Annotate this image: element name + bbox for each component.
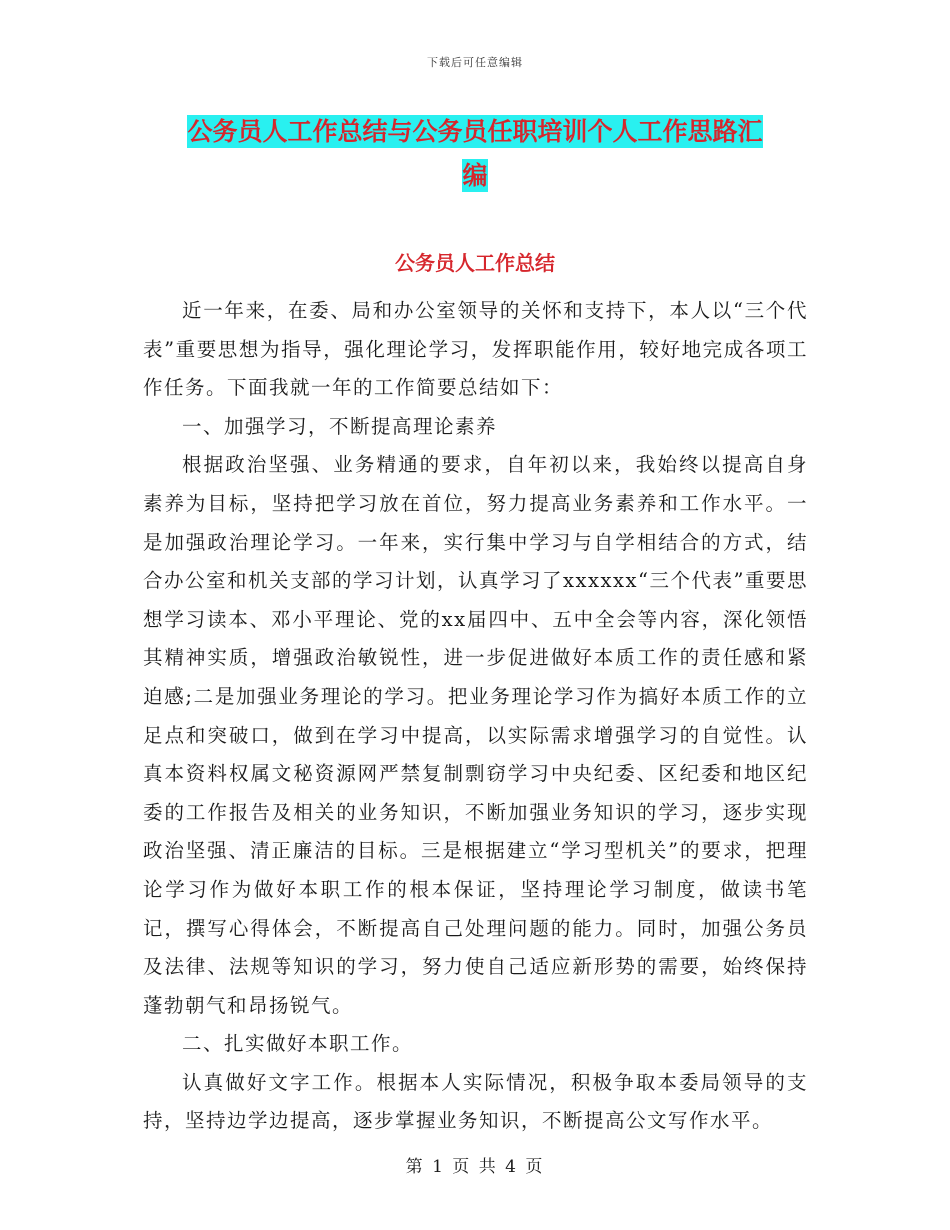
document-title-line1: 公务员人工作总结与公务员任职培训个人工作思路汇	[187, 117, 763, 146]
paragraph-intro: 近一年来，在委、局和办公室领导的关怀和支持下，本人以“三个代表”重要思想为指导，强化理论学习，发挥职能作用，较好地完成各项工作任务。下面我就一年的工作简要总结如下：	[143, 299, 808, 400]
page-number-footer: 第 1 页 共 4 页	[405, 1157, 545, 1177]
section-title: 公务员人工作总结	[395, 251, 555, 275]
document-title-line2: 编	[462, 161, 488, 190]
document-body	[143, 292, 808, 1141]
paragraph-heading-1: 一、加强学习，不断提高理论素养	[182, 414, 498, 438]
page-header-note: 下载后可任意编辑	[427, 56, 523, 69]
document-title	[145, 110, 805, 198]
paragraph-study: 根据政治坚强、业务精通的要求，自年初以来，我始终以提高自身素养为目标，坚持把学习放在首位，努力提高业务素养和工作水平。一是加强政治理论学习。一年来，实行集中学习与自学相结合的方式，结合办公室和机关支部的学习计划，认真学习了xxxxxx“三个代表”重要思想学习读本、邓小平理论、党的xx届四中、五中全会等内容，深化领悟其精神实质，增强政治敏锐性，进一步促进做好本质工作的责任感和紧迫感;二是加强业务理论的学习。把业务理论学习作为搞好本质工作的立足点和突破口，做到在学习中提高，以实际需求增强学习的自觉性。认真本资料权属文秘资源网严禁复制剽窃学习中央纪委、区纪委和地区纪委的工作报告及相关的业务知识，不断加强业务知识的学习，逐步实现政治坚强、清正廉洁的目标。三是根据建立“学习型机关”的要求，把理论学习作为做好本职工作的根本保证，坚持理论学习制度，做读书笔记，撰写心得体会，不断提高自己处理问题的能力。同时，加强公务员及法律、法规等知识的学习，努力使自己适应新形势的需要，始终保持蓬勃朝气和昂扬锐气。	[143, 453, 808, 1017]
paragraph-writing: 认真做好文字工作。根据本人实际情况，积极争取本委局领导的支持，坚持边学边提高，逐步掌握业务知识，不断提高公文写作水平。	[143, 1070, 808, 1133]
paragraph-heading-2: 二、扎实做好本职工作。	[182, 1032, 414, 1056]
